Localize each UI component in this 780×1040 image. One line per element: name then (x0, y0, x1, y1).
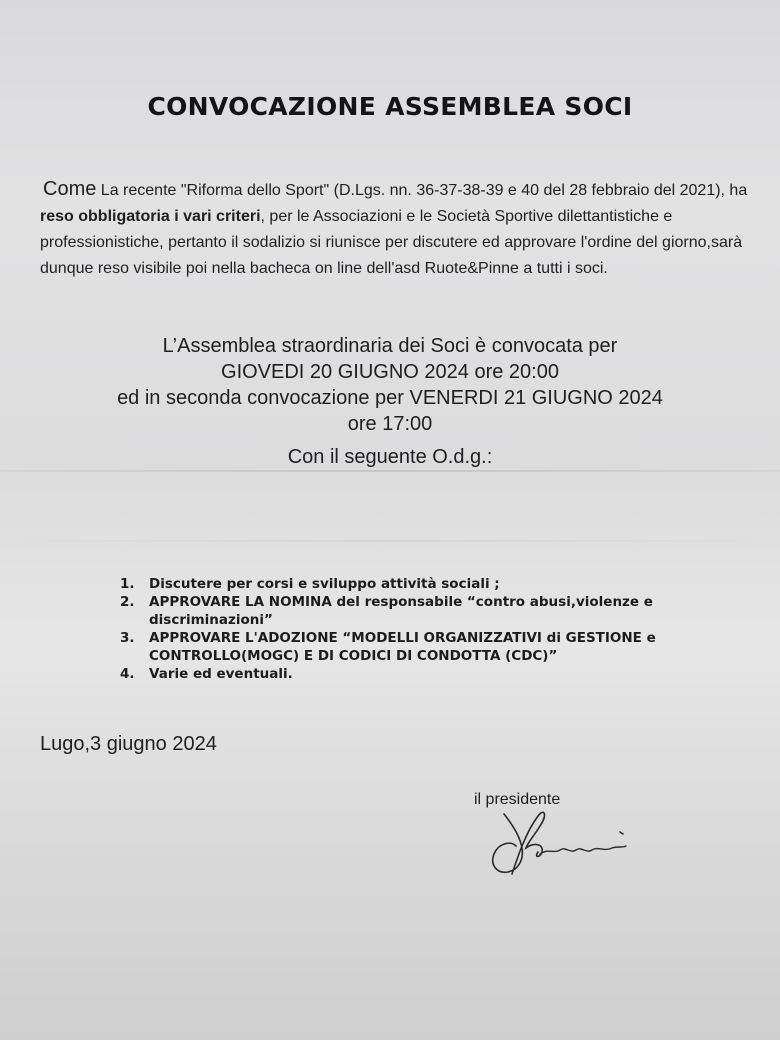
agenda-item-text: Discutere per corsi e sviluppo attività sociali ; (149, 576, 500, 592)
signature-icon (482, 796, 642, 886)
agenda-list (120, 575, 680, 683)
document-title: CONVOCAZIONE ASSEMBLEA SOCI (147, 92, 633, 121)
agenda-item (120, 575, 680, 593)
intro-bold-text: i vari criteri (174, 208, 261, 225)
second-call-time: ore 17:00 (347, 413, 433, 435)
first-call-date: GIOVEDI 20 GIUGNO 2024 ore 20:00 (221, 361, 559, 383)
intro-text: , per le Associazioni e le Società Sportive dilettantistiche e professionistiche, pertanto il sodalizio si riunisce per discutere ed approvare l'ordine del giorno,sarà dunque reso visibile poi nella bacheca on line dell'asd Ruote&Pinne a tutti i soci. (40, 208, 743, 277)
agenda-item-number: 3. (120, 630, 135, 646)
paper-fold (0, 540, 780, 542)
intro-bold-text: reso obbligatoria (40, 208, 170, 225)
agenda-item-text: Varie ed eventuali. (149, 666, 293, 682)
agenda-item (120, 593, 680, 629)
agenda-item-number: 1. (120, 576, 135, 592)
agenda-heading: Con il seguente O.d.g.: (287, 446, 493, 468)
president-label: il presidente (474, 791, 561, 808)
agenda-item-text: APPROVARE L'ADOZIONE “MODELLI ORGANIZZATIVI di GESTIONE e CONTROLLO(MOGC) E DI CODICI DI CONDOTTA (CDC)” (149, 630, 656, 664)
paper-fold (0, 470, 780, 472)
intro-text: La recente "Riforma dello Sport" (D.Lgs. nn. 36-37-38-39 e 40 del 28 febbraio del 2021), ha (96, 182, 748, 199)
intro-lead-word: Come (43, 178, 97, 200)
intro-paragraph (40, 176, 765, 282)
place-and-date: Lugo,3 giugno 2024 (40, 733, 217, 755)
agenda-item-text: APPROVARE LA NOMINA del responsabile “contro abusi,violenze e discriminazioni” (149, 594, 653, 628)
convocation-block (0, 333, 780, 437)
convocation-line: L’Assemblea straordinaria dei Soci è convocata per (162, 335, 618, 357)
agenda-item (120, 665, 680, 683)
second-call-line: ed in seconda convocazione per VENERDI 21 GIUGNO 2024 (117, 387, 663, 409)
agenda-item (120, 629, 680, 665)
agenda-item-number: 2. (120, 594, 135, 610)
agenda-item-number: 4. (120, 666, 135, 682)
